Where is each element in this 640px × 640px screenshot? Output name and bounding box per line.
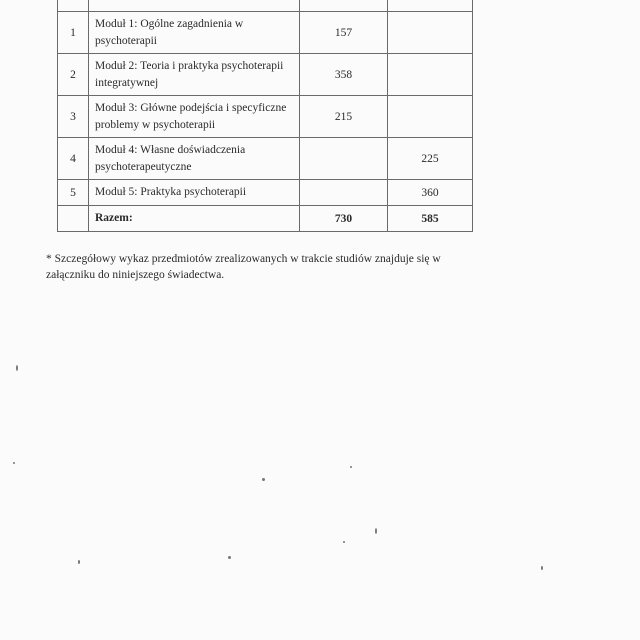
scan-speck xyxy=(541,566,543,570)
table-row xyxy=(58,180,473,206)
hours-practice: 225 xyxy=(388,138,473,180)
row-number: 2 xyxy=(58,54,89,96)
row-number: 4 xyxy=(58,138,89,180)
table-row xyxy=(58,96,473,138)
row-number: 3 xyxy=(58,96,89,138)
scan-speck xyxy=(262,478,265,481)
footnote: * Szczegółowy wykaz przedmiotów zrealizowanych w trakcie studiów znajduje się w załączniku do niniejszego świadectwa. xyxy=(46,253,441,281)
scan-speck xyxy=(375,528,377,534)
hours-practice: 360 xyxy=(388,180,473,206)
table-row xyxy=(58,54,473,96)
row-number: 1 xyxy=(58,12,89,54)
table-row xyxy=(58,138,473,180)
hours-practice xyxy=(388,54,473,96)
hours-theory: 157 xyxy=(300,12,388,54)
hours-practice xyxy=(388,12,473,54)
scan-speck xyxy=(228,556,231,559)
module-name: Moduł 5: Praktyka psychoterapii xyxy=(89,180,300,206)
module-name: Moduł 4: Własne doświadczenia psychoterapeutyczne xyxy=(89,138,300,180)
total-practice: 585 xyxy=(388,206,473,232)
hours-practice xyxy=(388,96,473,138)
module-name: Moduł 3: Główne podejścia i specyficzne problemy w psychoterapii xyxy=(89,96,300,138)
hours-theory xyxy=(300,138,388,180)
row-number: 5 xyxy=(58,180,89,206)
hours-theory: 215 xyxy=(300,96,388,138)
scan-speck xyxy=(13,462,15,464)
scan-speck xyxy=(16,365,18,371)
modules-table xyxy=(57,0,473,232)
total-row xyxy=(58,206,473,232)
scan-speck xyxy=(350,466,352,468)
table-header-row xyxy=(58,0,473,12)
total-label: Razem: xyxy=(89,206,300,232)
scan-speck xyxy=(78,560,80,564)
total-theory: 730 xyxy=(300,206,388,232)
hours-theory: 358 xyxy=(300,54,388,96)
module-name: Moduł 2: Teoria i praktyka psychoterapii integratywnej xyxy=(89,54,300,96)
module-name: Moduł 1: Ogólne zagadnienia w psychoterapii xyxy=(89,12,300,54)
scan-speck xyxy=(343,541,345,543)
hours-theory xyxy=(300,180,388,206)
table-row xyxy=(58,12,473,54)
